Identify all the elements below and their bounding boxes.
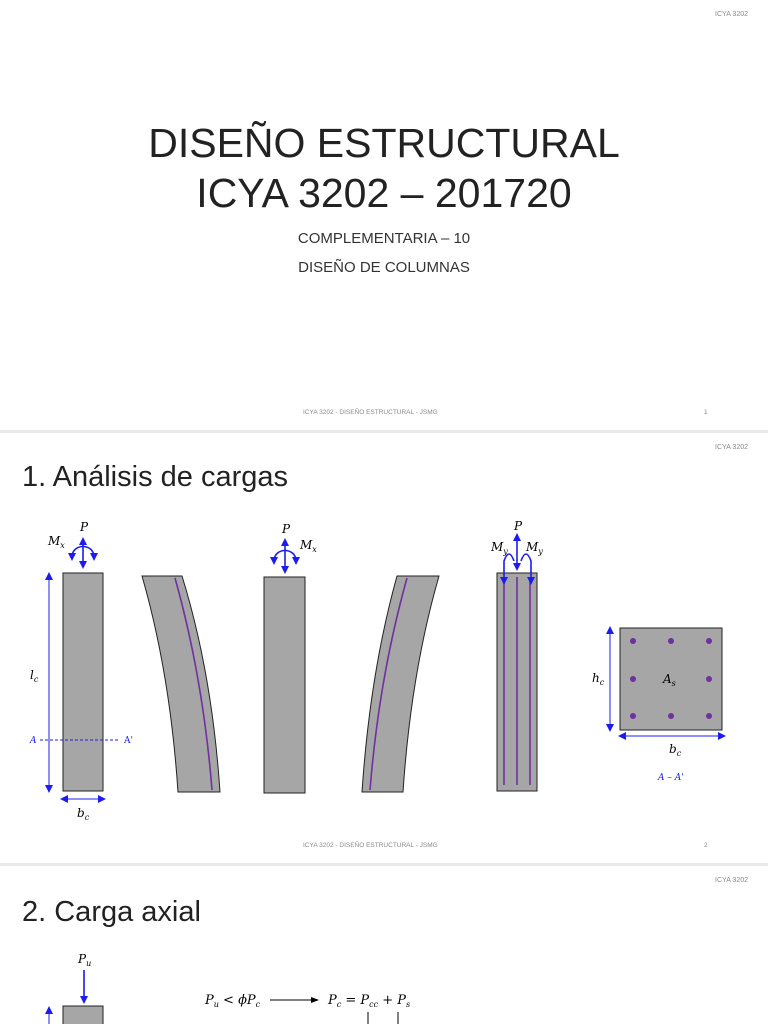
label-a-prime: A' <box>124 736 133 746</box>
rebar-dot <box>706 638 712 644</box>
label-my-left: $M_y$ <box>491 540 508 556</box>
column-body <box>63 1006 103 1024</box>
title-line-1: DISEÑO ESTRUCTURAL <box>148 120 620 166</box>
label-as: $A_s$ <box>663 672 676 688</box>
deflected-column-right <box>362 576 439 792</box>
title-line-2: ICYA 3202 – 201720 <box>196 170 572 216</box>
column-body <box>264 577 305 793</box>
course-tag: ICYA 3202 <box>715 11 748 18</box>
rebar-dot <box>630 676 636 682</box>
deflected-column-left <box>142 576 220 792</box>
page-number: 1 <box>704 409 708 416</box>
subtitle-1: COMPLEMENTARIA – 10 <box>297 230 471 247</box>
slide-3 <box>0 866 768 1024</box>
label-pu: $P_u$ <box>78 952 92 968</box>
label-lc: $l_c$ <box>30 668 39 684</box>
label-mx: $M_x$ <box>48 534 65 550</box>
rebar-dot <box>630 638 636 644</box>
column-2 <box>264 522 317 793</box>
column-body <box>63 573 103 791</box>
course-tag: ICYA 3202 <box>715 877 748 884</box>
slide-heading: 2. Carga axial <box>22 896 201 928</box>
slide-1 <box>0 0 768 430</box>
label-mx: $M_x$ <box>300 538 317 554</box>
slide-2 <box>0 433 768 863</box>
rebar-dot <box>668 638 674 644</box>
load-analysis-diagram <box>0 433 768 863</box>
label-p: P <box>80 520 89 534</box>
rebar-dot <box>668 713 674 719</box>
label-p: P <box>514 519 523 533</box>
capacity-equation: $P_c = P_{cc} + P_s$ <box>328 993 411 1009</box>
rebar-dot <box>706 676 712 682</box>
page-number: 2 <box>704 842 708 849</box>
label-my-right: $M_y$ <box>526 540 543 556</box>
label-hc: $h_c$ <box>592 671 605 687</box>
column-body <box>142 576 220 792</box>
rebar-dot <box>630 713 636 719</box>
slide-title <box>0 118 768 218</box>
label-bc: $b_c$ <box>77 806 90 822</box>
label-bc: $b_c$ <box>669 742 682 758</box>
course-tag: ICYA 3202 <box>715 444 748 451</box>
label-p: P <box>282 522 291 536</box>
label-a: A <box>30 736 37 746</box>
column-3 <box>490 519 543 791</box>
slide-heading: 1. Análisis de cargas <box>22 461 288 493</box>
design-inequality: $P_u < \phi P_c$ <box>205 993 261 1009</box>
axial-load-diagram <box>0 866 768 1024</box>
column-1 <box>29 520 133 822</box>
rebar-dot <box>706 713 712 719</box>
footer-text: ICYA 3202 - DISEÑO ESTRUCTURAL - JSMG <box>303 409 438 416</box>
section-label: A – A' <box>658 773 684 783</box>
subtitle-2: DISEÑO DE COLUMNAS <box>298 259 470 276</box>
cross-section <box>592 628 722 783</box>
footer-text: ICYA 3202 - DISEÑO ESTRUCTURAL - JSMG <box>303 842 438 849</box>
